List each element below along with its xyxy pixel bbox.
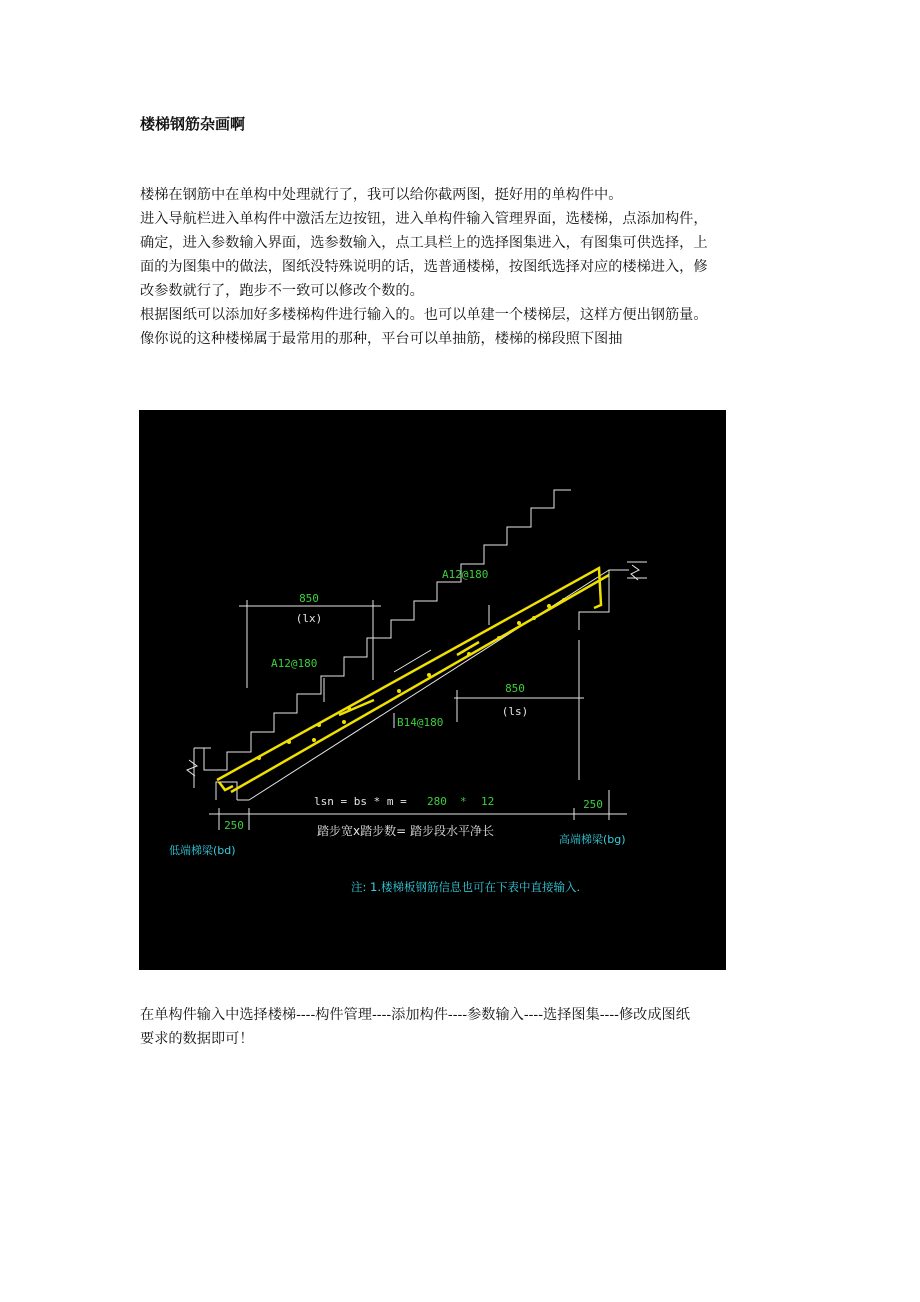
rebar-lines [217,568,609,792]
text-line: 确定，进入参数输入界面，选参数输入，点工具栏上的选择图集进入，有图集可供选择，上 [140,235,708,251]
text-line: 要求的数据即可！ [140,1031,254,1047]
formula-bs: 280 [427,795,447,808]
document-title: 楼梯钢筋杂画啊 [140,115,246,133]
stair-outline [187,490,647,800]
formula-times: * [460,795,467,808]
intro-paragraph [140,183,790,351]
formula-prefix: lsn = bs * m = [314,795,407,808]
rebar-top-label: A12@180 [442,568,489,581]
text-line: 楼梯在钢筋中在单构中处理就行了，我可以给你截两图，挺好用的单构件中。 [140,187,623,203]
diagram-note: 注: 1.楼梯板钢筋信息也可在下表中直接输入. [351,880,581,894]
stair-rebar-diagram [139,410,726,970]
text-line: 改参数就行了，跑步不一致可以修改个数的。 [140,283,424,299]
dimension-lines [209,600,627,830]
text-line: 在单构件输入中选择楼梯----构件管理----添加构件----参数输入----选择图集----修改成图纸 [140,1007,690,1023]
formula-caption: 踏步宽x踏步数= 踏步段水平净长 [317,824,494,838]
text-line: 根据图纸可以添加好多楼梯构件进行输入的。也可以单建一个楼梯层，这样方便出钢筋量。 [140,307,708,323]
dim-left-beam: 250 [224,819,244,832]
dim-top-left-code: (lx) [295,612,323,625]
right-beam-label: 高端梯梁(bg) [559,833,626,846]
dim-mid-right-value: 850 [505,682,525,695]
dim-right-beam: 250 [583,798,603,811]
text-line: 进入导航栏进入单构件中激活左边按钮，进入单构件输入管理界面，选楼梯，点添加构件， [140,211,708,227]
left-beam-label: 低端梯梁(bd) [169,844,236,857]
dim-top-left-value: 850 [299,592,319,605]
text-line: 像你说的这种楼梯属于最常用的那种，平台可以单抽筋，楼梯的梯段照下图抽 [140,331,623,347]
rebar-main-label: B14@180 [397,716,444,729]
rebar-mid-label: A12@180 [271,657,318,670]
formula-m: 12 [481,795,495,808]
outro-paragraph [140,1003,790,1051]
dim-mid-right-code: (ls) [501,705,529,718]
text-line: 面的为图集中的做法，图纸没特殊说明的话，选普通楼梯，按图纸选择对应的楼梯进入，修 [140,259,708,275]
